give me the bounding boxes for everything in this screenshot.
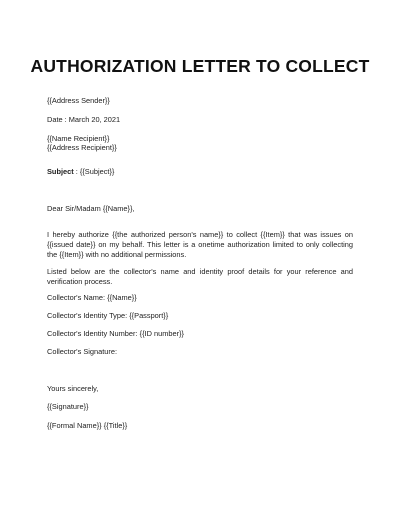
address-sender: {{Address Sender}} (47, 96, 110, 105)
name-recipient: {{Name Recipient}} (47, 134, 110, 143)
collector-name: Collector's Name: {{Name}} (47, 293, 137, 302)
subject-value: : {{Subject}} (73, 167, 115, 176)
collector-identity-number: Collector's Identity Number: {{ID number}} (47, 329, 184, 338)
subject-line (47, 167, 114, 177)
signature: {{Signature}} (47, 402, 89, 411)
collector-identity-type: Collector's Identity Type: {{Passport}} (47, 311, 169, 320)
paragraph-listed-below: Listed below are the collector's name and identity proof details for your reference and verification process. (47, 267, 353, 286)
paragraph-authorization: I hereby authorize {{the authorized person's name}} to collect {{Item}} that was issues on {{issued date}} on my behalf. This letter is a onetime authorization limited to only collecting the {{Item}} with no additional permissions. (47, 230, 353, 259)
subject-label: Subject (47, 167, 74, 176)
document-title: AUTHORIZATION LETTER TO COLLECT (30, 56, 370, 76)
formal-name-title: {{Formal Name}} {{Title}} (47, 421, 128, 430)
closing: Yours sincerely, (47, 384, 99, 393)
salutation: Dear Sir/Madam {{Name}}, (47, 204, 135, 213)
collector-signature: Collector's Signature: (47, 347, 118, 356)
letter-date: Date : March 20, 2021 (47, 115, 121, 124)
address-recipient: {{Address Recipient}} (47, 143, 117, 152)
